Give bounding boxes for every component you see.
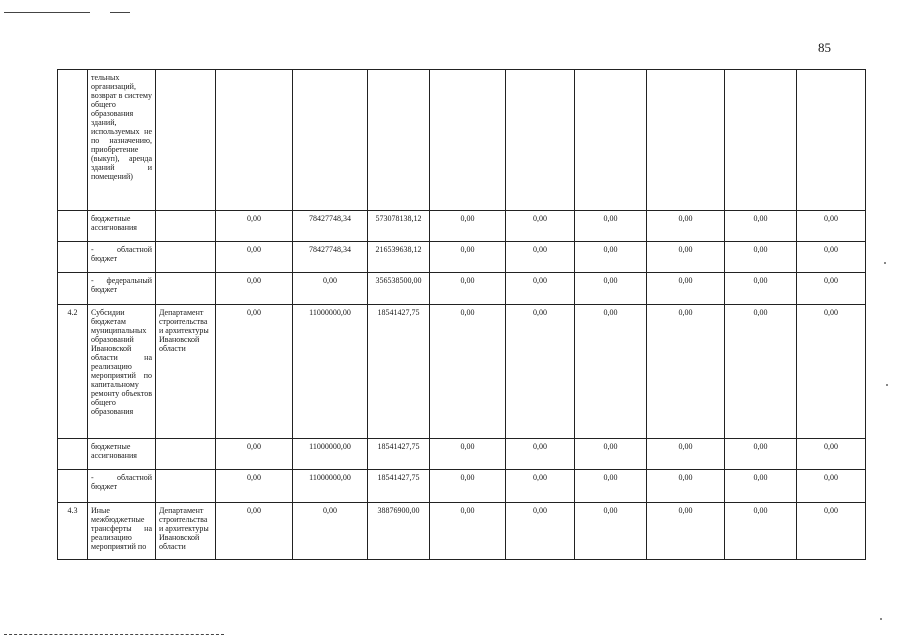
item-name: Субсидии бюджетам муниципальных образований Ивановской области на реализацию мероприятий по капитальному ремонту объектов общего образования: [88, 305, 156, 438]
amount-cell: 11000000,00: [293, 470, 368, 503]
amount-cell: [725, 70, 797, 211]
amount-cell: 0,00: [506, 438, 575, 470]
amount-cell: 0,00: [216, 502, 293, 559]
amount-cell: 0,00: [797, 305, 866, 438]
table-row: [58, 305, 866, 438]
amount-cell: 0,00: [506, 210, 575, 242]
amount-cell: 0,00: [647, 502, 725, 559]
amount-cell: 0,00: [647, 470, 725, 503]
amount-cell: 0,00: [725, 272, 797, 305]
executor: [156, 70, 216, 211]
amount-cell: 11000000,00: [293, 438, 368, 470]
amount-cell: 0,00: [430, 210, 506, 242]
row-number: [58, 438, 88, 470]
item-name: тельных организаций, возврат в систему общего образования зданий, используемых не по назначению, приобретение (выкуп), аренда зданий и помещений): [88, 70, 156, 211]
scan-edge-mark: [4, 12, 90, 13]
executor: [156, 272, 216, 305]
row-number: 4.3: [58, 502, 88, 559]
executor: [156, 210, 216, 242]
amount-cell: 0,00: [575, 438, 647, 470]
amount-cell: 0,00: [216, 470, 293, 503]
scan-speck: [884, 262, 886, 264]
amount-cell: 0,00: [216, 272, 293, 305]
amount-cell: 0,00: [575, 272, 647, 305]
executor: Департамент строительства и архитектуры Ивановской области: [156, 502, 216, 559]
amount-cell: 0,00: [293, 272, 368, 305]
amount-cell: 356538500,00: [368, 272, 430, 305]
amount-cell: [368, 70, 430, 211]
table-row: [58, 502, 866, 559]
amount-cell: 0,00: [430, 438, 506, 470]
item-name: - областной бюджет: [88, 470, 156, 503]
amount-cell: 38876900,00: [368, 502, 430, 559]
amount-cell: 0,00: [797, 502, 866, 559]
amount-cell: 216539638,12: [368, 242, 430, 273]
amount-cell: 0,00: [575, 242, 647, 273]
amount-cell: [216, 70, 293, 211]
amount-cell: 0,00: [647, 272, 725, 305]
amount-cell: 0,00: [430, 242, 506, 273]
amount-cell: [647, 70, 725, 211]
amount-cell: 0,00: [506, 272, 575, 305]
amount-cell: 0,00: [725, 210, 797, 242]
amount-cell: 0,00: [575, 470, 647, 503]
item-name: - областной бюджет: [88, 242, 156, 273]
executor: [156, 242, 216, 273]
amount-cell: 0,00: [647, 438, 725, 470]
amount-cell: 78427748,34: [293, 210, 368, 242]
budget-table: [57, 69, 866, 560]
amount-cell: 573078138,12: [368, 210, 430, 242]
amount-cell: 0,00: [506, 470, 575, 503]
amount-cell: 0,00: [797, 272, 866, 305]
executor: Департамент строительства и архитектуры Ивановской области: [156, 305, 216, 438]
amount-cell: 0,00: [797, 242, 866, 273]
amount-cell: 18541427,75: [368, 470, 430, 503]
table-row: [58, 70, 866, 211]
amount-cell: 0,00: [430, 272, 506, 305]
amount-cell: 18541427,75: [368, 305, 430, 438]
amount-cell: 0,00: [797, 438, 866, 470]
amount-cell: 0,00: [216, 438, 293, 470]
amount-cell: [797, 70, 866, 211]
amount-cell: 0,00: [216, 305, 293, 438]
scan-edge-mark: [4, 634, 224, 635]
amount-cell: 11000000,00: [293, 305, 368, 438]
amount-cell: [575, 70, 647, 211]
amount-cell: 0,00: [430, 305, 506, 438]
row-number: [58, 470, 88, 503]
row-number: [58, 210, 88, 242]
amount-cell: 0,00: [506, 242, 575, 273]
amount-cell: 0,00: [725, 438, 797, 470]
row-number: 4.2: [58, 305, 88, 438]
amount-cell: 0,00: [430, 502, 506, 559]
table-row: [58, 438, 866, 470]
row-number: [58, 272, 88, 305]
item-name: Иные межбюджетные трансферты на реализацию мероприятий по: [88, 502, 156, 559]
executor: [156, 470, 216, 503]
amount-cell: 0,00: [216, 242, 293, 273]
amount-cell: 0,00: [797, 470, 866, 503]
amount-cell: [293, 70, 368, 211]
table-row: [58, 210, 866, 242]
row-number: [58, 242, 88, 273]
amount-cell: 0,00: [506, 502, 575, 559]
amount-cell: [506, 70, 575, 211]
scan-speck: [880, 618, 882, 620]
amount-cell: 0,00: [725, 502, 797, 559]
executor: [156, 438, 216, 470]
scan-speck: [886, 384, 888, 386]
page-number: 85: [818, 40, 831, 55]
row-number: [58, 70, 88, 211]
table-row: [58, 272, 866, 305]
amount-cell: 0,00: [797, 210, 866, 242]
amount-cell: 0,00: [725, 470, 797, 503]
item-name: бюджетные ассигнования: [88, 210, 156, 242]
amount-cell: 0,00: [293, 502, 368, 559]
amount-cell: 0,00: [647, 242, 725, 273]
amount-cell: 78427748,34: [293, 242, 368, 273]
amount-cell: 0,00: [430, 470, 506, 503]
item-name: бюджетные ассигнования: [88, 438, 156, 470]
amount-cell: 0,00: [506, 305, 575, 438]
amount-cell: 0,00: [575, 305, 647, 438]
item-name: - федеральный бюджет: [88, 272, 156, 305]
scan-edge-mark: [110, 12, 130, 13]
table-row: [58, 242, 866, 273]
amount-cell: 0,00: [725, 242, 797, 273]
amount-cell: 0,00: [647, 210, 725, 242]
amount-cell: 0,00: [575, 502, 647, 559]
amount-cell: 0,00: [575, 210, 647, 242]
amount-cell: 0,00: [725, 305, 797, 438]
amount-cell: 0,00: [216, 210, 293, 242]
table-row: [58, 470, 866, 503]
amount-cell: [430, 70, 506, 211]
amount-cell: 18541427,75: [368, 438, 430, 470]
amount-cell: 0,00: [647, 305, 725, 438]
